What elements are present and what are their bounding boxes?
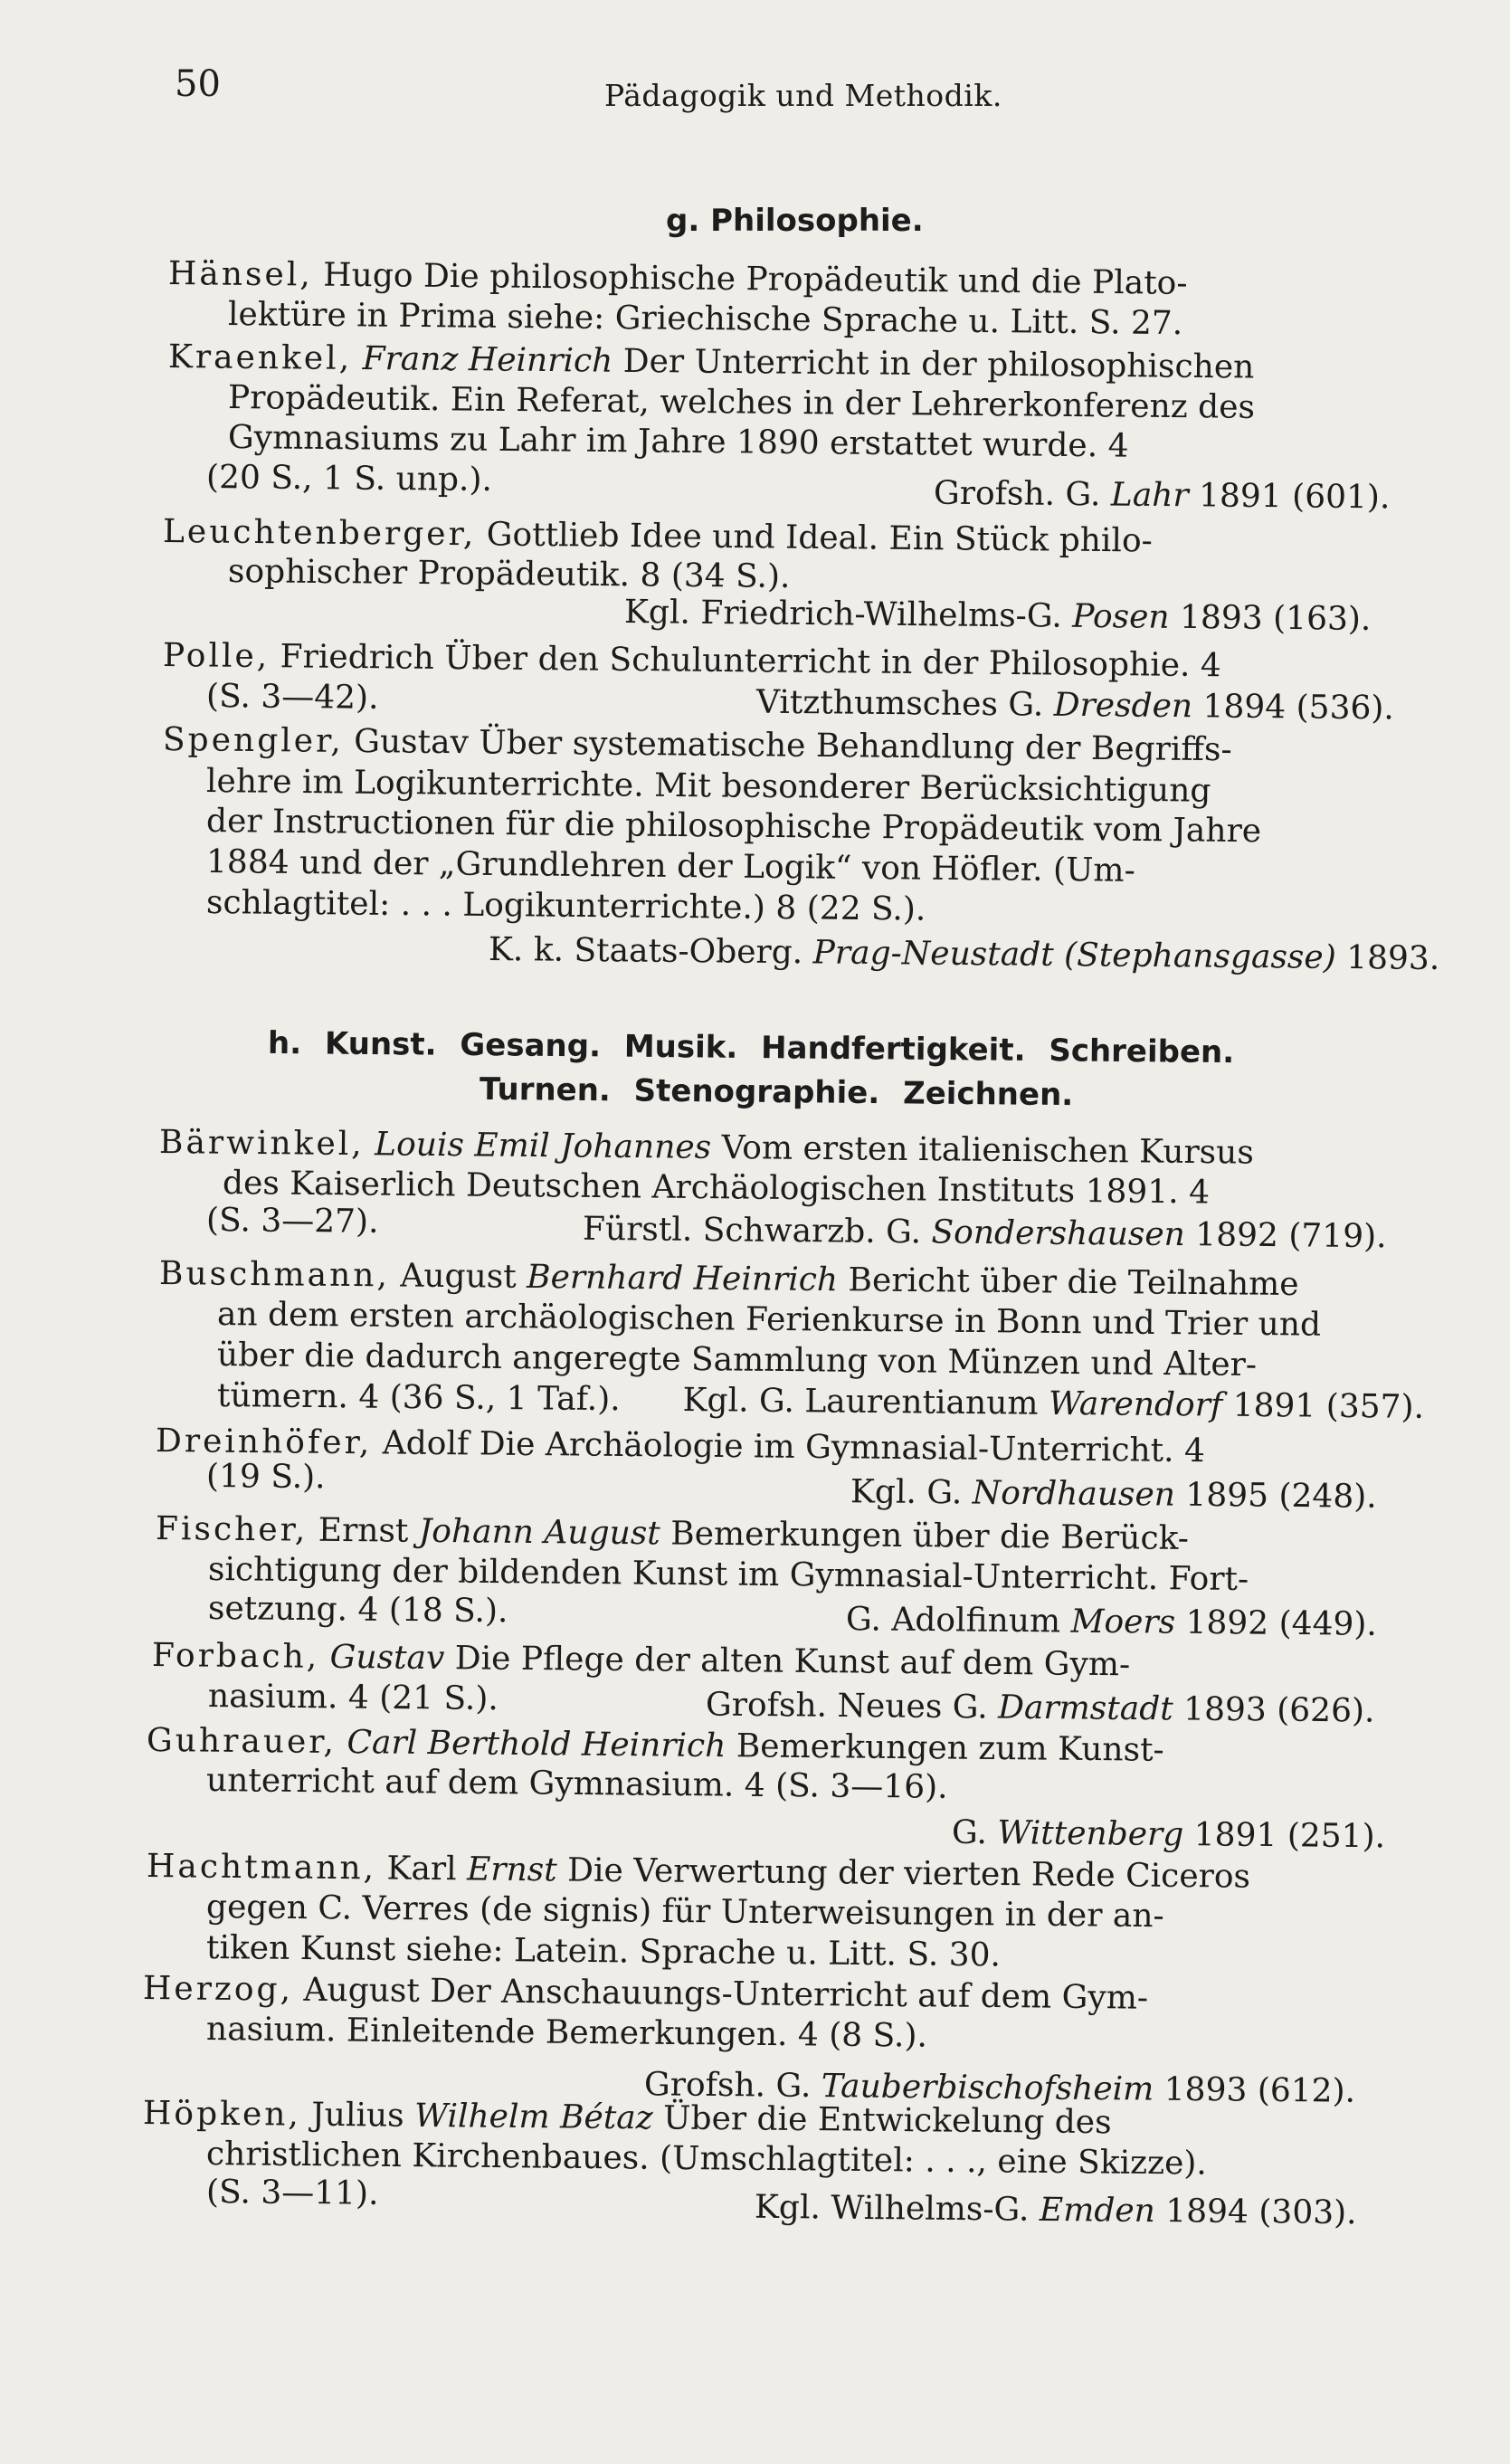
school: G. — [951, 1813, 988, 1852]
entry-text: setzung. 4 (18 S.). — [207, 1590, 508, 1631]
school: Vitzthumsches G. — [755, 683, 1044, 724]
entry-text: Propädeutik. Ein Referat, welches in der Lehrerkonferenz des — [227, 379, 1256, 426]
entry-text: 1884 und der „Grundlehren der Logik“ von Höfler. (Um- — [205, 843, 1135, 890]
given-names: Bernhard Heinrich — [526, 1258, 839, 1299]
city: Wittenberg — [997, 1814, 1184, 1854]
city: Tauberbischofsheim — [821, 2068, 1154, 2108]
entry-text: nasium. 4 (21 S.). — [207, 1678, 499, 1718]
entry-text: sophischer Propädeutik. 8 (34 S.). — [227, 553, 791, 595]
year-number: 1893 (626). — [1182, 1690, 1375, 1730]
given-names: Franz Heinrich — [362, 340, 613, 380]
year-number: 1892 (449). — [1185, 1603, 1378, 1643]
school: Kgl. G. Laurentianum — [682, 1381, 1039, 1422]
entry-text: christlichen Kirchenbaues. (Umschlagtitel: . . ., eine Skizze). — [205, 2136, 1208, 2183]
entry-text: (19 S.). — [205, 1458, 326, 1497]
entry-text: lehre im Logikunterrichte. Mit besonderer Berücksichtigung — [205, 763, 1211, 810]
year-number: 1891 (357). — [1232, 1386, 1425, 1426]
entry-text: Friedrich Über den Schulunterricht in der Philosophie. 4 — [280, 638, 1221, 685]
author-name: Spengler, — [162, 721, 344, 760]
given-names: Gustav — [329, 1638, 445, 1678]
entry-text: über die dadurch angeregte Sammlung von Münzen und Alter- — [216, 1337, 1258, 1384]
entry-text: August Der Anschauungs-Unterricht auf dem Gym- — [303, 1971, 1149, 2017]
entry-text: Die Verwertung der vierten Rede Ciceros — [566, 1851, 1251, 1896]
entry-text: gegen C. Verres (de signis) für Unterweisungen in der an- — [205, 1888, 1164, 1936]
author-name: Hänsel, — [167, 255, 313, 294]
author-name: Dreinhöfer, — [155, 1422, 373, 1462]
school: Grofsh. Neues G. — [705, 1686, 988, 1727]
city: Moers — [1070, 1603, 1176, 1641]
author-name: Hachtmann, — [146, 1848, 377, 1888]
city: Sondershausen — [931, 1213, 1186, 1254]
entry-text: (S. 3—42). — [205, 678, 379, 717]
first-name: August — [400, 1257, 517, 1296]
city: Lahr — [1110, 476, 1189, 515]
year-number: 1892 (719). — [1195, 1216, 1387, 1256]
year-number: 1894 (536). — [1202, 688, 1395, 728]
page-number: 50 — [175, 63, 221, 105]
author-name: Guhrauer, — [146, 1722, 337, 1762]
year-number: 1895 (248). — [1185, 1476, 1377, 1516]
school: Grofsh. G. — [933, 474, 1101, 514]
city: Nordhausen — [972, 1474, 1176, 1514]
entry-text: nasium. Einleitende Bemerkungen. 4 (8 S.). — [205, 2011, 928, 2055]
given-names: Ernst — [466, 1850, 557, 1889]
author-name: Höpken, — [142, 2095, 302, 2134]
entry-text: Der Unterricht in der philosophischen — [622, 342, 1255, 386]
entry-text: (S. 3—11). — [205, 2174, 379, 2212]
entry-text: unterricht auf dem Gymnasium. 4 (S. 3—16). — [205, 1762, 948, 1806]
author-name: Herzog, — [142, 1970, 294, 2009]
school: G. Adolfinum — [845, 1601, 1061, 1641]
school: Kgl. Friedrich-Wilhelms-G. — [623, 594, 1062, 635]
given-names: Carl Berthold — [347, 1724, 572, 1764]
entry-text: schlagtitel: . . . Logikunterrichte.) 8 (22 S.). — [205, 884, 926, 928]
author-name: Forbach, — [151, 1637, 320, 1676]
school: K. k. Staats-Oberg. — [488, 930, 803, 972]
entry-text: lektüre in Prima siehe: Griechische Sprache u. Litt. S. 27. — [227, 296, 1183, 343]
running-title: Pädagogik und Methodik. — [604, 78, 1002, 113]
section-title-philosophie: g. Philosophie. — [666, 203, 924, 239]
entry-text: Vom ersten italienischen Kursus — [721, 1128, 1254, 1172]
author-name: Fischer, — [155, 1510, 309, 1549]
given-names: Wilhelm Bétaz — [413, 2097, 653, 2137]
year-number: 1893 (612). — [1163, 2070, 1356, 2110]
school: Grofsh. G. — [643, 2066, 812, 2105]
year-number: 1893 (163). — [1179, 598, 1372, 638]
year-number: 1891 (601). — [1198, 477, 1391, 517]
entry-text: (20 S., 1 S. unp.). — [205, 459, 493, 499]
author-name: Bärwinkel, — [158, 1124, 365, 1164]
entry-text: der Instructionen für die philosophische Propädeutik vom Jahre — [205, 803, 1262, 851]
entry-text: Gottlieb Idee und Ideal. Ein Stück philo- — [486, 516, 1153, 560]
entry-text: Bericht über die Teilnahme — [848, 1261, 1299, 1304]
first-name: Julius — [311, 2096, 404, 2135]
school: Fürstl. Schwarzb. G. — [582, 1210, 922, 1251]
author-name: Buschmann, — [158, 1255, 391, 1295]
section-title-kunst-line2: Turnen. Stenographie. Zeichnen. — [479, 1070, 1074, 1114]
author-name: Polle, — [162, 637, 271, 676]
entry-text: Adolf Die Archäologie im Gymnasial-Unterricht. 4 — [382, 1424, 1206, 1470]
first-name: Karl — [386, 1850, 457, 1888]
entry-text: tiken Kunst siehe: Latein. Sprache u. Litt. S. 30. — [205, 1929, 1002, 1974]
given-names: Johann August — [418, 1512, 660, 1553]
entry-text: Gymnasiums zu Lahr im Jahre 1890 erstattet wurde. 4 — [227, 419, 1129, 465]
entry-text: des Kaiserlich Deutschen Archäologischen Instituts 1891. 4 — [222, 1165, 1211, 1212]
entry-text: (S. 3—27). — [205, 1202, 379, 1241]
given-names: Louis Emil Johannes — [374, 1126, 712, 1166]
city: Dresden — [1053, 686, 1193, 726]
entry-text: sichtigung der bildenden Kunst im Gymnasial-Unterricht. Fort- — [207, 1551, 1249, 1599]
author-name: Kraenkel, — [167, 338, 353, 377]
city: Posen — [1072, 597, 1170, 636]
city: Prag-Neustadt (Stephansgasse) — [812, 934, 1336, 976]
first-name: Ernst — [318, 1511, 409, 1550]
section-title-kunst: h. Kunst. Gesang. Musik. Handfertigkeit. Schreiben. — [267, 1024, 1235, 1071]
school: Kgl. G. — [850, 1473, 963, 1512]
school: Kgl. Wilhelms-G. — [754, 2188, 1030, 2229]
entry-text: tümern. 4 (36 S., 1 Taf.). — [216, 1377, 621, 1419]
year-number: 1891 (251). — [1193, 1816, 1386, 1856]
entry-text: Über die Entwickelung des — [662, 2099, 1112, 2142]
given-names: Heinrich — [581, 1726, 727, 1765]
author-name: Leuchtenberger, — [162, 513, 477, 554]
entry-text: Die Pflege der alten Kunst auf dem Gym- — [454, 1640, 1131, 1684]
year-number: 1893. — [1345, 939, 1440, 978]
entry-text: Bemerkungen zum Kunst- — [736, 1727, 1164, 1769]
city: Darmstadt — [997, 1689, 1173, 1728]
city: Emden — [1039, 2191, 1156, 2231]
entry-text: Gustav Über systematische Behandlung der Begriffs- — [354, 723, 1232, 769]
entry-text: Hugo Die philosophische Propädeutik und die Plato- — [323, 256, 1188, 302]
year-number: 1894 (303). — [1165, 2193, 1357, 2232]
entry-text: Bemerkungen über die Berück- — [670, 1515, 1190, 1557]
entry-text: an dem ersten archäologischen Ferienkurse in Bonn und Trier und — [216, 1296, 1322, 1344]
city: Warendorf — [1048, 1384, 1223, 1424]
